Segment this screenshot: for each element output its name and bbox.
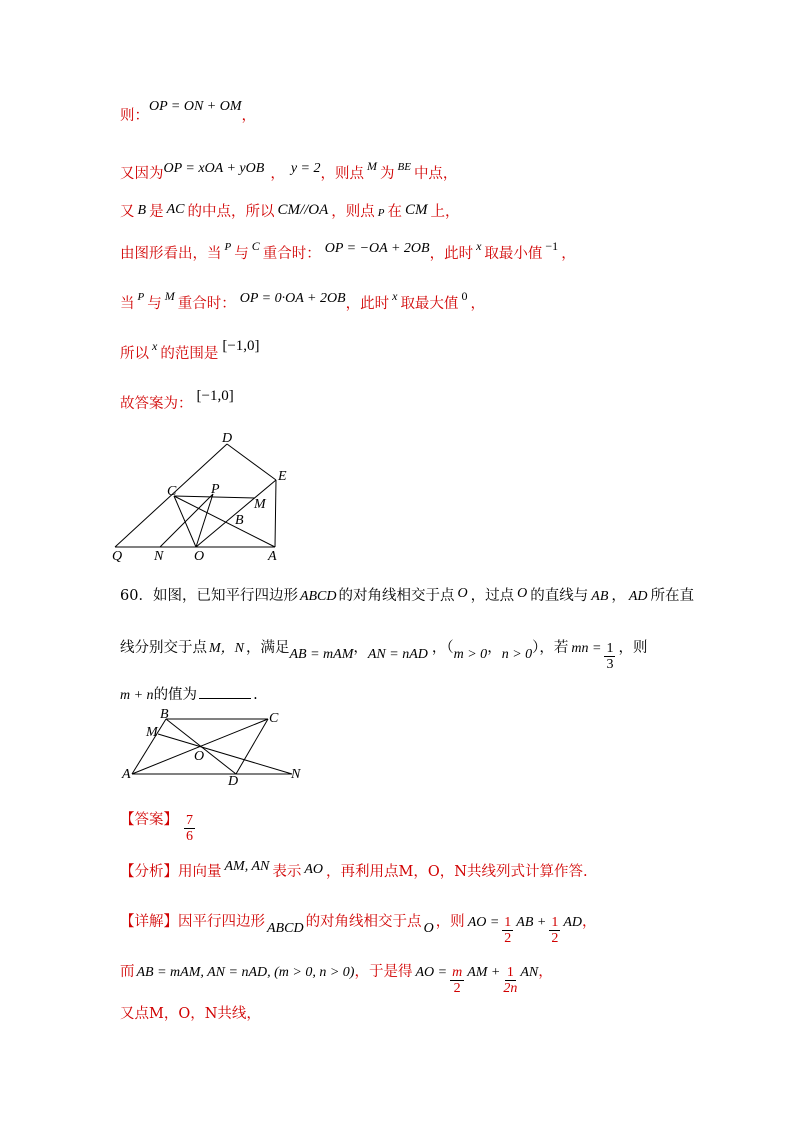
text: ，则 xyxy=(435,914,465,930)
text: 又点M，O，N共线， xyxy=(120,1006,261,1022)
math: P xyxy=(224,241,232,253)
problem-60-line-2 xyxy=(120,636,647,672)
numerator: 1 xyxy=(504,915,512,930)
text: 是 xyxy=(149,204,164,220)
detail-line-1 xyxy=(120,910,597,946)
math: −1 xyxy=(545,239,559,253)
text: 取最大值 xyxy=(400,296,459,312)
fraction-m-over-2 xyxy=(450,965,464,996)
text: 与 xyxy=(147,296,162,312)
text: ， xyxy=(582,914,597,930)
label-N: N xyxy=(291,767,301,782)
math: P xyxy=(377,207,385,219)
text: ，过点 xyxy=(470,588,515,604)
denominator: 2 xyxy=(504,931,512,946)
label-E: E xyxy=(278,469,287,484)
math: 0 xyxy=(461,289,468,303)
text: 又 xyxy=(120,204,135,220)
vector-equation: OP = −OA + 2OB xyxy=(324,241,430,256)
answer-fraction xyxy=(184,813,195,844)
label-B: B xyxy=(235,513,244,528)
text: 而 xyxy=(120,964,135,980)
solution-line-3 xyxy=(120,200,460,221)
detail-tag: 【详解】 xyxy=(120,914,178,930)
text: 与 xyxy=(234,246,249,262)
text: 如图，已知平行四边形 xyxy=(152,588,298,604)
label-C: C xyxy=(269,711,279,726)
math: AD xyxy=(628,589,648,604)
math: M，N xyxy=(209,641,244,656)
vector-equation: AB = mAM xyxy=(289,647,354,662)
text: ， xyxy=(538,964,553,980)
text: ，再利用点M，O，N共线列式计算作答. xyxy=(326,864,588,880)
text: ，（ xyxy=(431,640,454,656)
text: 故答案为： xyxy=(120,396,193,412)
math: C xyxy=(251,239,260,253)
label-D: D xyxy=(228,774,239,789)
line-MN xyxy=(158,734,292,774)
math: CM//OA xyxy=(277,202,329,218)
text: ，于是得 xyxy=(354,964,413,980)
text: ，则点 xyxy=(331,204,375,220)
math: AM + xyxy=(467,965,501,980)
denominator: 6 xyxy=(186,829,193,844)
label-P: P xyxy=(211,482,220,497)
fraction-1-over-2n xyxy=(503,965,517,996)
text: ， xyxy=(353,640,368,656)
text: 取最小值 xyxy=(484,246,543,262)
numerator: 7 xyxy=(186,813,193,828)
math: O xyxy=(517,586,528,601)
text: ， xyxy=(241,108,257,124)
figure-1 xyxy=(110,430,310,564)
text: 用向量 xyxy=(178,864,222,880)
vector-equation: OP = ON + OM xyxy=(149,99,242,114)
problem-60-line-1 xyxy=(120,584,694,605)
answer-line xyxy=(120,808,198,844)
math: AC xyxy=(166,202,185,217)
solution-line-2 xyxy=(120,159,458,183)
label-B: B xyxy=(160,707,169,722)
text: ，此时 xyxy=(345,296,390,312)
numerator: 1 xyxy=(551,915,559,930)
numerator: 1 xyxy=(506,965,514,980)
text: 上， xyxy=(430,204,460,220)
math: [−1,0] xyxy=(196,388,234,404)
text: 中点， xyxy=(413,166,458,182)
fraction-half xyxy=(502,915,513,946)
analysis-tag: 【分析】 xyxy=(120,864,178,880)
text: 的对角线相交于点 xyxy=(338,588,455,604)
text: 的对角线相交于点 xyxy=(305,914,422,930)
math: BE xyxy=(397,161,411,173)
answer-blank[interactable] xyxy=(199,698,251,699)
denominator: 3 xyxy=(606,657,614,672)
fraction-one-third xyxy=(604,641,615,672)
solution-line-1 xyxy=(120,99,257,125)
text: ， xyxy=(487,640,502,656)
vector-equation: OP = xOA + yOB xyxy=(163,161,265,176)
label-A: A xyxy=(268,549,277,564)
text: ， xyxy=(611,588,626,604)
math: m + n xyxy=(120,688,154,703)
math: AD xyxy=(563,915,583,930)
figure-2 xyxy=(118,705,318,790)
math: AO = xyxy=(415,965,448,980)
math: M xyxy=(164,289,175,303)
solution-line-4 xyxy=(120,239,576,263)
vector-equation: OP = 0·OA + 2OB xyxy=(239,291,346,306)
math: ABCD xyxy=(267,921,304,936)
text: 所在直 xyxy=(650,588,695,604)
label-D: D xyxy=(222,431,233,446)
text: 重合时： xyxy=(262,246,321,262)
text: ），若 xyxy=(532,640,569,656)
text: ，则 xyxy=(618,640,648,656)
math: AB + xyxy=(516,915,547,930)
text: 表示 xyxy=(272,864,302,880)
line-EA xyxy=(275,480,276,547)
text: ， xyxy=(561,246,576,262)
math: AO xyxy=(304,862,324,877)
text: 的中点，所以 xyxy=(187,204,275,220)
math: O xyxy=(457,586,468,601)
denominator: 2 xyxy=(551,931,559,946)
label-C: C xyxy=(167,484,177,499)
answer-tag: 【答案】 xyxy=(120,812,178,828)
math: ABCD xyxy=(299,589,337,604)
detail-line-2 xyxy=(120,960,553,996)
label-O: O xyxy=(194,549,205,564)
text: ， xyxy=(270,166,285,182)
label-A: A xyxy=(122,767,131,782)
text: ， xyxy=(470,296,485,312)
math: M xyxy=(366,159,377,173)
math: mn = xyxy=(571,641,602,656)
solution-line-5 xyxy=(120,289,485,313)
text: 所以 xyxy=(120,346,149,362)
detail-line-3 xyxy=(120,1002,261,1023)
text: 则： xyxy=(120,108,149,124)
problem-60-line-3 xyxy=(120,683,258,704)
text: 的直线与 xyxy=(530,588,589,604)
fraction-half xyxy=(549,915,560,946)
text: 线分别交于点 xyxy=(120,640,207,656)
math: AM, AN xyxy=(224,859,270,874)
math: x xyxy=(476,239,482,253)
analysis-line xyxy=(120,860,588,881)
math: x xyxy=(392,289,398,303)
math: AB = mAM, AN = nAD, (m > 0, n > 0) xyxy=(136,965,355,980)
denominator: 2 xyxy=(453,981,461,996)
text: 的值为 xyxy=(153,687,198,703)
math: AB xyxy=(591,589,609,604)
label-N: N xyxy=(154,549,164,564)
text: . xyxy=(253,687,258,703)
math: n > 0 xyxy=(501,647,533,662)
text: ，则点 xyxy=(320,166,364,182)
numerator: 1 xyxy=(606,641,614,656)
text: ，此时 xyxy=(429,246,474,262)
math: x xyxy=(152,339,158,353)
text: 的范围是 xyxy=(160,346,219,362)
text: 在 xyxy=(387,204,403,220)
numerator: m xyxy=(452,965,463,980)
line-DE xyxy=(227,444,276,480)
math: AO = xyxy=(467,915,500,930)
math: AN xyxy=(520,965,539,980)
label-M: M xyxy=(146,725,158,740)
label-O: O xyxy=(194,749,205,764)
text: 当 xyxy=(120,296,135,312)
label-M: M xyxy=(254,497,266,512)
math: [−1,0] xyxy=(222,338,260,354)
text: ，满足 xyxy=(246,640,290,656)
label-Q: Q xyxy=(112,549,123,564)
denominator: 2n xyxy=(503,981,518,996)
solution-line-7 xyxy=(120,388,234,413)
text: 重合时： xyxy=(177,296,236,312)
problem-number: 60． xyxy=(120,588,153,604)
math: O xyxy=(423,921,434,936)
text: 由图形看出，当 xyxy=(120,246,222,262)
math: B xyxy=(137,203,147,218)
math: m > 0 xyxy=(453,647,488,662)
solution-line-6 xyxy=(120,338,260,363)
text: 为 xyxy=(379,166,395,182)
math: y = 2 xyxy=(290,161,321,176)
math: P xyxy=(137,291,145,303)
text: 因平行四边形 xyxy=(178,914,265,930)
vector-equation: AN = nAD xyxy=(367,647,428,662)
text: 又因为 xyxy=(120,166,164,182)
math: CM xyxy=(405,202,428,218)
